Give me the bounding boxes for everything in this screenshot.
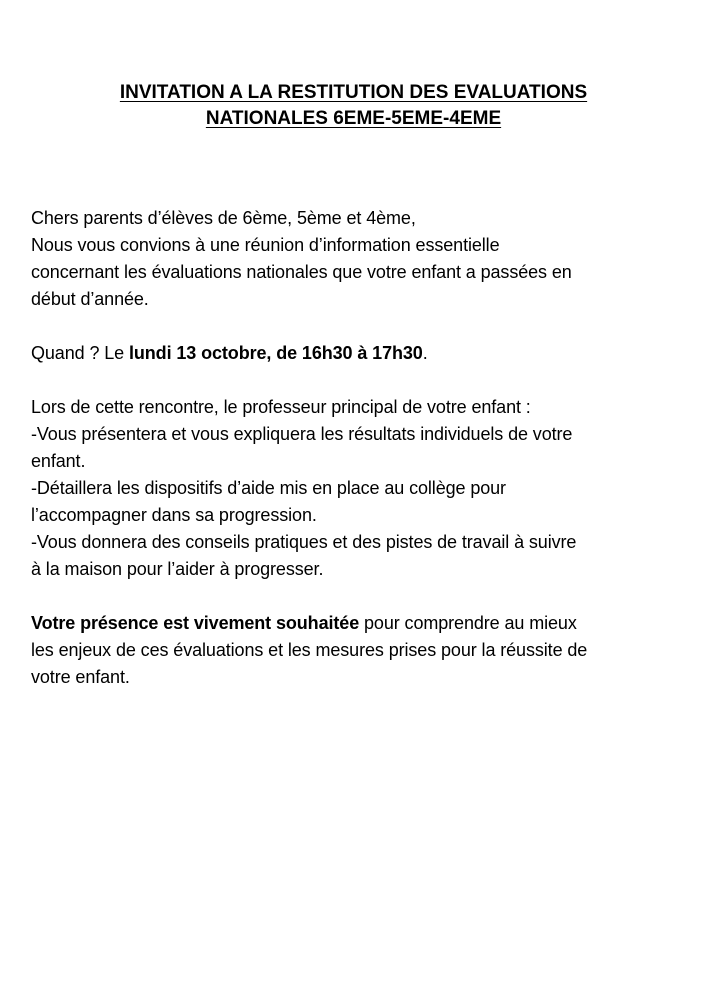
paragraph-spacer [31, 313, 681, 340]
title-line-1: INVITATION A LA RESTITUTION DES EVALUATIONS [119, 82, 588, 103]
greeting-line-3: concernant les évaluations nationales que votre enfant a passées en [31, 262, 572, 282]
closing-paragraph [31, 610, 681, 691]
closing-line-1-rest: pour comprendre au mieux [359, 613, 577, 633]
meeting-item-3-line-1: -Vous donnera des conseils pratiques et des pistes de travail à suivre [31, 532, 577, 552]
when-suffix: . [422, 343, 428, 363]
greeting-line-1: Chers parents d’élèves de 6ème, 5ème et 4ème, [31, 208, 416, 228]
meeting-item-3-line-2: à la maison pour l’aider à progresser. [31, 559, 324, 579]
when-paragraph [31, 340, 681, 367]
meeting-item-1-line-2: enfant. [31, 451, 86, 471]
greeting-line-4: début d’année. [31, 289, 149, 309]
document-body [31, 205, 681, 691]
meeting-item-2-line-1: -Détaillera les dispositifs d’aide mis en place au collège pour [31, 478, 506, 498]
meeting-paragraph [31, 394, 681, 583]
closing-emphasis: Votre présence est vivement souhaitée [31, 613, 360, 633]
meeting-item-1-line-1: -Vous présentera et vous expliquera les résultats individuels de votre [31, 424, 573, 444]
closing-line-3: votre enfant. [31, 667, 130, 687]
closing-line-1 [31, 610, 681, 637]
paragraph-spacer [31, 367, 681, 394]
paragraph-spacer [31, 583, 681, 610]
when-prefix: Quand ? Le [31, 343, 129, 363]
meeting-date: lundi 13 octobre, de 16h30 à 17h30 [128, 343, 423, 363]
meeting-intro: Lors de cette rencontre, le professeur principal de votre enfant : [31, 397, 531, 417]
document-title [40, 80, 667, 132]
greeting-line-2: Nous vous convions à une réunion d’information essentielle [31, 235, 500, 255]
meeting-item-2-line-2: l’accompagner dans sa progression. [31, 505, 317, 525]
greeting-paragraph [31, 205, 681, 313]
closing-line-2: les enjeux de ces évaluations et les mesures prises pour la réussite de [31, 640, 588, 660]
title-line-2: NATIONALES 6EME-5EME-4EME [205, 108, 502, 129]
